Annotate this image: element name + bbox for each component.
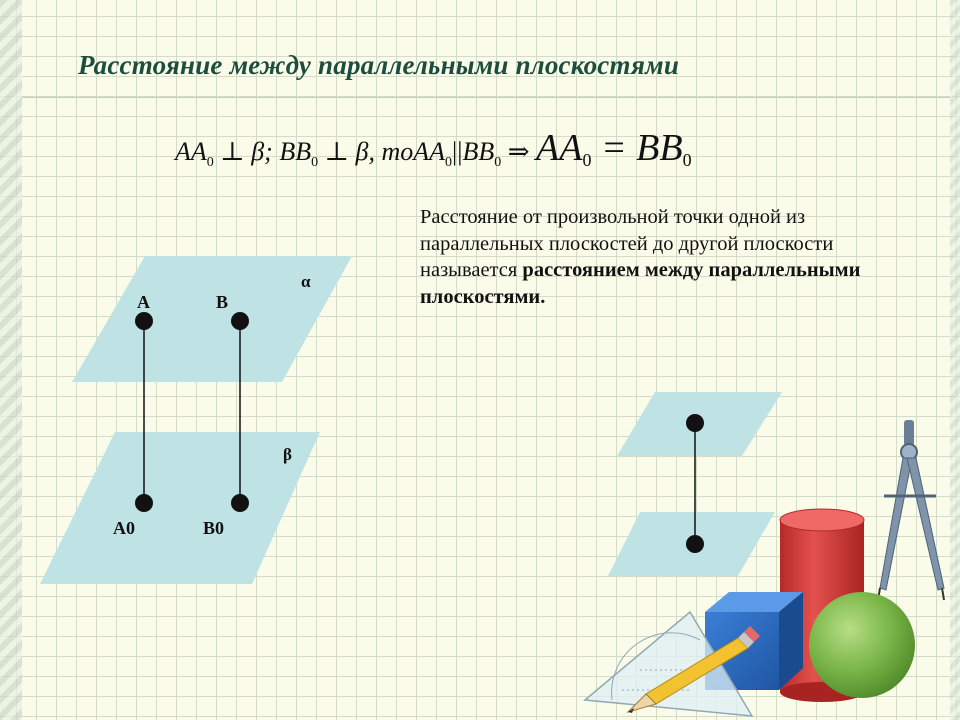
label-a0: A0 <box>113 518 135 538</box>
label-a: A <box>137 292 150 312</box>
label-beta: β <box>283 445 292 464</box>
label-b0: B0 <box>203 518 225 538</box>
label-b: B <box>216 292 229 312</box>
point-b <box>231 312 249 330</box>
point-a <box>135 312 153 330</box>
formula: $AA_0$ ⊥ β; $BB_0$ ⊥ β, $тоAA_0||BB_0$ ⇒ AA0 = BB0 <box>175 127 692 170</box>
compass-icon <box>878 420 944 600</box>
point-b0 <box>231 494 249 512</box>
sphere-icon <box>809 592 915 698</box>
small-point-top <box>686 414 704 432</box>
small-point-bottom <box>686 535 704 553</box>
definition-plain: Расстояние от произвольной точки одной из параллельных плоскостей до другой плоскости называется <box>420 206 834 281</box>
definition-term: расстоянием между параллельными плоскостями. <box>420 259 861 308</box>
label-alpha: α <box>301 272 311 291</box>
slide-title: Расстояние между параллельными плоскостями <box>78 50 680 80</box>
plane-beta <box>40 432 320 584</box>
point-a0 <box>135 494 153 512</box>
